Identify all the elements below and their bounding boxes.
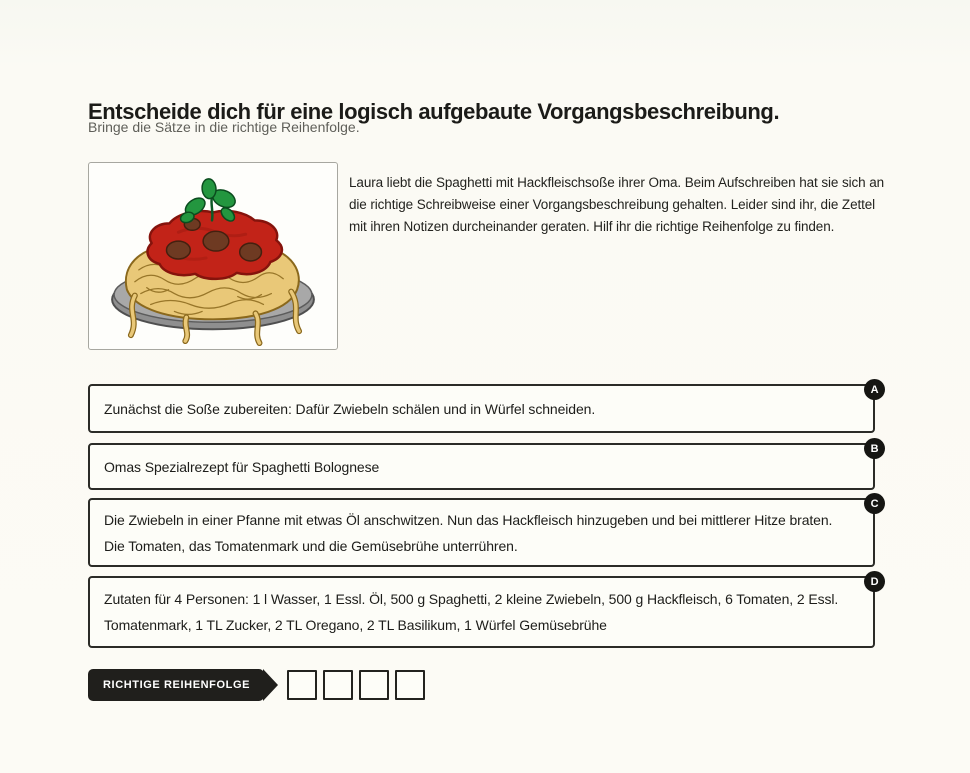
spaghetti-illustration: [89, 163, 337, 349]
letter-badge-c: C: [864, 493, 885, 514]
answer-slot-2[interactable]: [323, 670, 353, 700]
sentence-card-d[interactable]: [88, 575, 879, 648]
answer-slot-1[interactable]: [287, 670, 317, 700]
sentence-card-a[interactable]: [88, 383, 879, 433]
letter-badge-b: B: [864, 438, 885, 459]
letter-badge-a: A: [864, 379, 885, 400]
answer-slots: [287, 670, 425, 700]
sentence-text: Omas Spezialrezept für Spaghetti Bolognese: [104, 458, 380, 475]
page-subtitle: Bringe die Sätze in die richtige Reihenfolge.: [88, 119, 360, 135]
answer-slot-4[interactable]: [395, 670, 425, 700]
sentence-text: Zutaten für 4 Personen: 1 l Wasser, 1 Essl. Öl, 500 g Spaghetti, 2 kleine Zwiebeln, 500 g Hackfleisch, 6 Tomaten, 2 Essl. Tomatenmark, 1 TL Zucker, 2 TL Oregano, 2 TL Basilikum, 1 Würfel Gemüsebrühe: [104, 591, 839, 633]
page-title: Entscheide dich für eine logisch aufgebaute Vorgangsbeschreibung.: [88, 98, 780, 124]
sentence-text: Zunächst die Soße zubereiten: Dafür Zwiebeln schälen und in Würfel schneiden.: [104, 400, 596, 417]
answer-row: [88, 669, 425, 701]
spaghetti-image-frame: [88, 162, 338, 350]
sentence-text: Die Zwiebeln in einer Pfanne mit etwas Öl anschwitzen. Nun das Hackfleisch hinzugeben und bei mittlerer Hitze braten. Die Tomaten, das Tomatenmark und die Gemüsebrühe unterrühren.: [104, 511, 833, 554]
sentence-card-b[interactable]: [88, 442, 879, 490]
correct-order-label: RICHTIGE REIHENFOLGE: [88, 669, 264, 701]
answer-slot-3[interactable]: [359, 670, 389, 700]
letter-badge-d: D: [864, 571, 885, 592]
task-description: Laura liebt die Spaghetti mit Hackfleischsoße ihrer Oma. Beim Aufschreiben hat sie sich an die richtige Schreibweise einer Vorgangsbeschreibung gehalten. Leider sind ihr, die Zettel mit ihren Notizen durcheinander geraten. Hilf ihr die richtige Reihenfolge zu finden.: [349, 174, 885, 234]
sentence-card-c[interactable]: [88, 497, 879, 567]
